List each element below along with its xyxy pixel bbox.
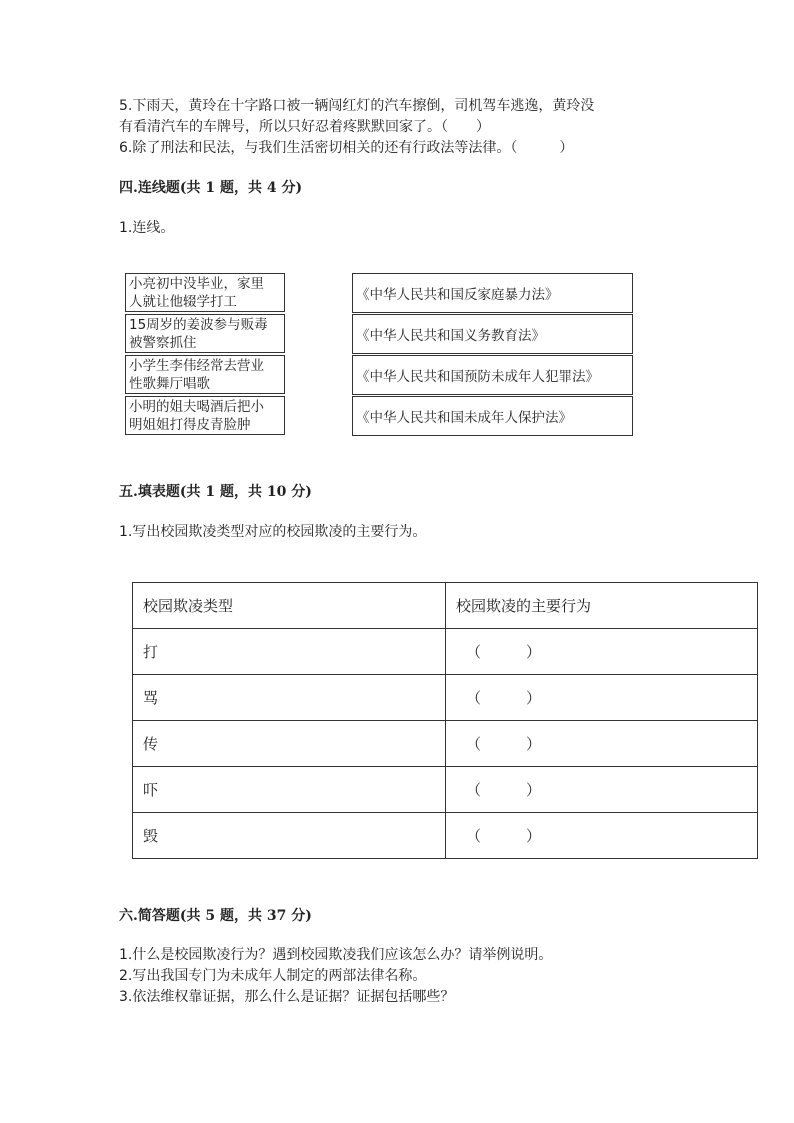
match-left-item: 15周岁的姜波参与贩毒 被警察抓住 <box>125 314 285 353</box>
answer-blank[interactable]: （ ） <box>446 767 758 813</box>
answer-blank[interactable]: （ ） <box>446 813 758 859</box>
table-cell-type: 吓 <box>133 767 446 813</box>
match-right-item: 《中华人民共和国预防未成年人犯罪法》 <box>352 355 633 395</box>
section-4-heading: 四.连线题(共 1 题，共 4 分) <box>119 180 303 196</box>
table-header-row <box>133 583 758 629</box>
table-row <box>133 813 758 859</box>
section-6-heading: 六.简答题(共 5 题，共 37 分) <box>119 908 312 924</box>
match-left-item: 小亮初中没毕业，家里 人就让他辍学打工 <box>125 273 285 312</box>
table-cell-type: 传 <box>133 721 446 767</box>
table-row <box>133 767 758 813</box>
short-answer-question-3: 3.依法维权靠证据，那么什么是证据？证据包括哪些？ <box>119 989 455 1005</box>
match-right-item: 《中华人民共和国反家庭暴力法》 <box>352 273 633 313</box>
match-left-item: 小明的姐夫喝酒后把小 明姐姐打得皮青脸肿 <box>125 396 285 435</box>
table-cell-type: 毁 <box>133 813 446 859</box>
table-header-type: 校园欺凌类型 <box>133 583 446 629</box>
question-6: 6.除了刑法和民法，与我们生活密切相关的还有行政法等法律。（ ） <box>119 140 574 156</box>
table-cell-type: 骂 <box>133 675 446 721</box>
answer-blank[interactable]: （ ） <box>446 629 758 675</box>
answer-blank[interactable]: （ ） <box>446 721 758 767</box>
table-row <box>133 629 758 675</box>
table-header-behavior: 校园欺凌的主要行为 <box>446 583 758 629</box>
table-row <box>133 721 758 767</box>
match-right-item: 《中华人民共和国未成年人保护法》 <box>352 396 633 436</box>
section-5-heading: 五.填表题(共 1 题，共 10 分) <box>119 484 312 500</box>
answer-blank[interactable]: （ ） <box>446 675 758 721</box>
match-left-item: 小学生李伟经常去营业 性歌舞厅唱歌 <box>125 355 285 394</box>
match-right-item: 《中华人民共和国义务教育法》 <box>352 314 633 354</box>
short-answer-question-2: 2.写出我国专门为未成年人制定的两部法律名称。 <box>119 968 427 984</box>
section-4-question-1: 1.连线。 <box>119 220 175 236</box>
table-row <box>133 675 758 721</box>
question-5-line-2: 有看清汽车的车牌号，所以只好忍着疼默默回家了。（ ） <box>119 119 490 135</box>
short-answer-question-1: 1.什么是校园欺凌行为？遇到校园欺凌我们应该怎么办？请举例说明。 <box>119 947 553 963</box>
table-cell-type: 打 <box>133 629 446 675</box>
bullying-table <box>132 582 758 859</box>
question-5-line-1: 5.下雨天，黄玲在十字路口被一辆闯红灯的汽车擦倒，司机驾车逃逸，黄玲没 <box>119 98 595 114</box>
section-5-question-1: 1.写出校园欺凌类型对应的校园欺凌的主要行为。 <box>119 524 427 540</box>
